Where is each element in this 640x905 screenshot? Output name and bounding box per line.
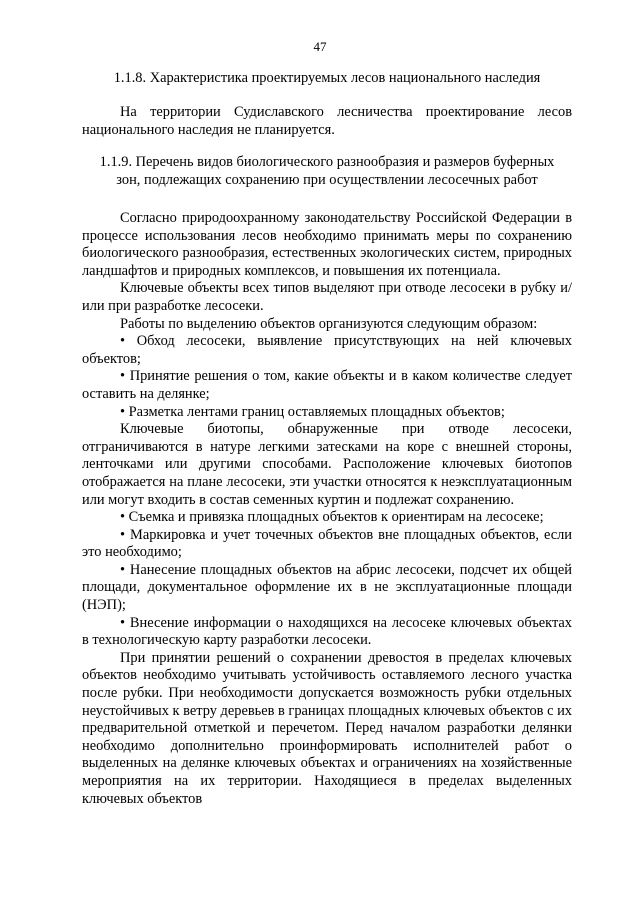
- paragraph: Работы по выделению объектов организуются следующим образом:: [120, 315, 538, 332]
- bullet-item: • Внесение информации о находящихся на лесосеке ключевых объектах в технологическую карту разработки лесосеки.: [82, 614, 572, 649]
- section-heading-1-1-8: 1.1.8. Характеристика проектируемых лесов национального наследия: [113, 70, 541, 86]
- heading-line: зон, подлежащих сохранению при осуществлении лесосечных работ: [116, 171, 538, 188]
- section-heading-1-1-9: [82, 154, 572, 189]
- paragraph: Ключевые объекты всех типов выделяют при отводе лесосеки в рубку и/или при разработке лесосеки.: [82, 280, 572, 314]
- bullet-item: • Разметка лентами границ оставляемых площадных объектов;: [120, 403, 505, 420]
- bullet-item: • Обход лесосеки, выявление присутствующих на ней ключевых объектов;: [82, 333, 572, 367]
- section-1-1-8-body: [82, 104, 572, 139]
- page-number: 47: [313, 39, 327, 54]
- section-1-1-9-body: [82, 210, 572, 808]
- paragraph: Ключевые биотопы, обнаруженные при отводе лесосеки, отграничиваются в натуре легкими затесками на коре с внешней стороны, ленточками или другими способами. Расположение ключевых биотопов отображается на плане лесосеки, эти участки относятся к неэксплуатационным или могут входить в состав семенных куртин и подлежат сохранению.: [82, 421, 572, 508]
- bullet-item: • Съемка и привязка площадных объектов к ориентирам на лесосеке;: [120, 509, 544, 526]
- paragraph: Согласно природоохранному законодательству Российской Федерации в процессе использования лесов необходимо принимать меры по сохранению биологического разнообразия, естественных экологических систем, природных ландшафтов и природных комплексов, и повышения их потенциала.: [82, 210, 572, 279]
- bullet-item: • Принятие решения о том, какие объекты и в каком количестве следует оставить на делянке;: [82, 368, 572, 402]
- paragraph: При принятии решений о сохранении древостоя в пределах ключевых объектов необходимо учитывать устойчивость оставляемого лесного участка после рубки. При необходимости допускается возможность рубки отдельных неустойчивых к ветру деревьев в границах площадных ключевых объектов с их предварительной отметкой и перечетом. Перед началом разработки делянки необходимо дополнительно проинформировать исполнителей работ о выделенных на делянке ключевых объектах и ограничениях на хозяйственные мероприятия на их территории. Находящиеся в пределах выделенных ключевых объектов: [82, 649, 572, 807]
- heading-line: 1.1.9. Перечень видов биологического разнообразия и размеров буферных: [99, 154, 555, 170]
- bullet-item: • Маркировка и учет точечных объектов вне площадных объектов, если это необходимо;: [82, 526, 572, 561]
- paragraph: На территории Судиславского лесничества проектирование лесов национального наследия не планируется.: [82, 104, 572, 138]
- bullet-item: • Нанесение площадных объектов на абрис лесосеки, подсчет их общей площади, документальное оформление их в не эксплуатационные площади (НЭП);: [82, 561, 572, 614]
